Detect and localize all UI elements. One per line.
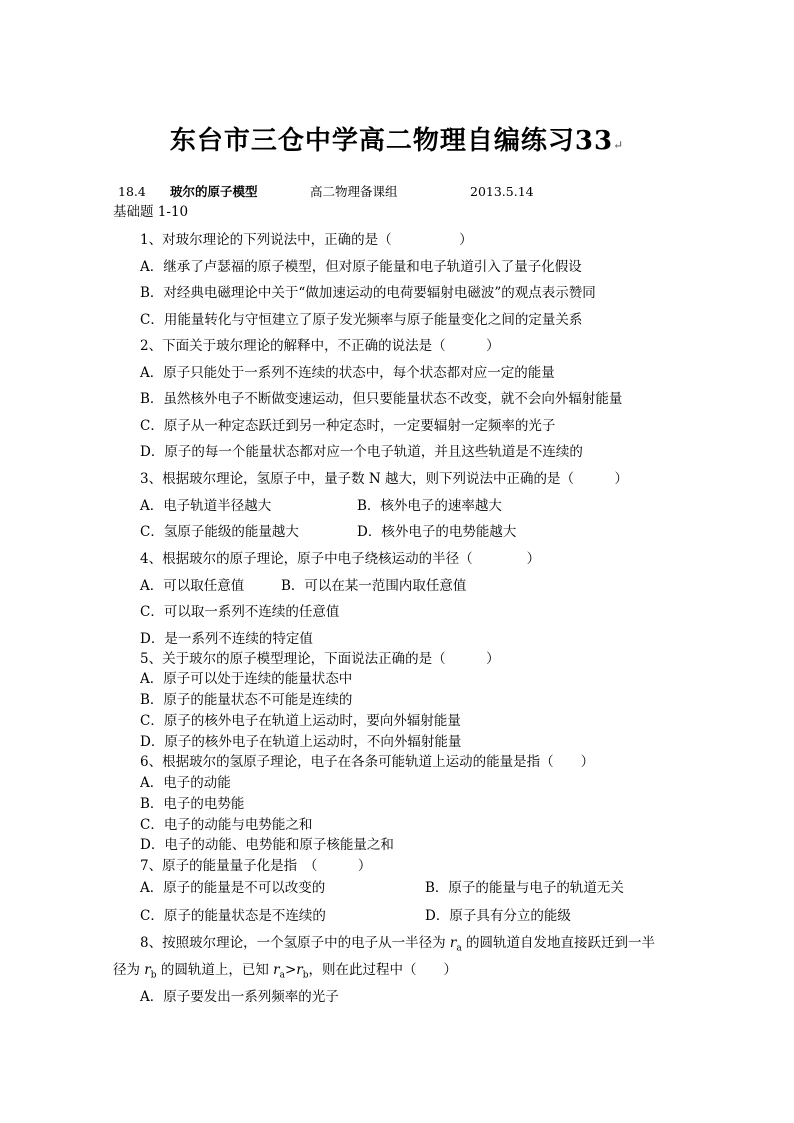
- cmp-ra-symbol: r: [273, 962, 280, 978]
- q5-option-d: D．原子的核外电子在轨道上运动时，不向外辐射能量: [140, 734, 462, 750]
- radius-a-symbol: r: [449, 935, 457, 951]
- greater-than-sign: >: [284, 962, 297, 978]
- q3-stem: 3、根据玻尔理论，氢原子中，量子数 N 越大，则下列说法中正确的是（ ）: [140, 471, 628, 487]
- q6-stem: 6、根据玻尔的氢原子理论，电子在各条可能轨道上运动的能量是指（ ）: [140, 754, 595, 770]
- basic-label: 基础题 1-10: [113, 204, 189, 220]
- q3-option-c: C．氢原子能级的能量越大: [140, 524, 299, 540]
- q3-option-a: A．电子轨道半径越大: [140, 498, 272, 514]
- q1-option-a: A．继承了卢瑟福的原子模型，但对原子能量和电子轨道引入了量子化假设: [140, 259, 582, 275]
- q8-text-1a: 8、按照玻尔理论，一个氢原子中的电子从一半径为: [140, 935, 450, 951]
- q8-stem-line2: [113, 961, 457, 985]
- q7-option-c: C．原子的能量状态是不连续的: [140, 908, 326, 924]
- radius-a: [449, 935, 462, 954]
- cmp-rb-subscript: b: [302, 970, 309, 981]
- radius-b-symbol: r: [144, 962, 151, 978]
- q8-text-2a: 径为: [113, 962, 145, 978]
- q7-option-a: A．原子的能量是不可以改变的: [140, 880, 326, 896]
- q5-option-a: A．原子可以处于连续的能量状态中: [140, 671, 353, 687]
- q1-option-c: C．用能量转化与守恒建立了原子发光频率与原子能量变化之间的定量关系: [140, 312, 583, 328]
- q7-option-b: B．原子的能量与电子的轨道无关: [425, 880, 624, 896]
- radius-a-subscript: a: [456, 943, 462, 954]
- q2-option-a: A．原子只能处于一系列不连续的状态中，每个状态都对应一定的能量: [140, 365, 555, 381]
- paragraph-return-mark: ↵: [613, 138, 625, 152]
- q8-text-2c: ，则在此过程中（ ）: [308, 962, 458, 978]
- q3-option-b: B．核外电子的速率越大: [357, 498, 502, 514]
- q3-option-d: D．核外电子的电势能越大: [357, 524, 517, 540]
- header-group: 高二物理备课组: [310, 184, 398, 199]
- q4-stem: 4、根据玻尔的原子理论，原子中电子绕核运动的半径（ ）: [140, 551, 541, 567]
- q7-option-d: D．原子具有分立的能级: [425, 908, 571, 924]
- q4-option-d: D．是一系列不连续的特定值: [140, 631, 313, 647]
- q2-option-c: C．原子从一种定态跃迁到另一种定态时，一定要辐射一定频率的光子: [140, 418, 556, 434]
- cmp-ra-subscript: a: [279, 970, 285, 981]
- q4-option-a: A．可以取任意值: [140, 578, 245, 594]
- q8-text-1b: 的圆轨道自发地直接跃迁到一半: [461, 935, 656, 951]
- q1-stem: 1、对玻尔理论的下列说法中，正确的是（ ）: [140, 232, 473, 248]
- q2-option-d: D．原子的每一个能量状态都对应一个电子轨道，并且这些轨道是不连续的: [140, 444, 583, 460]
- page-title: [0, 120, 794, 157]
- q8-stem-line1: [140, 934, 655, 958]
- q7-stem: 7、原子的能量量子化是指 （ ）: [140, 858, 372, 874]
- q5-stem: 5、关于玻尔的原子模型理论，下面说法正确的是（ ）: [140, 651, 500, 667]
- q4-option-b: B．可以在某一范围内取任意值: [281, 578, 467, 594]
- title-text: 东台市三仓中学高二物理自编练习33: [169, 126, 614, 156]
- q2-option-b: B．虽然核外电子不断做变速运动，但只要能量状态不改变，就不会向外辐射能量: [140, 391, 623, 407]
- cmp-rb-symbol: r: [296, 962, 303, 978]
- q5-option-b: B．原子的能量状态不可能是连续的: [140, 692, 353, 708]
- q6-option-a: A．电子的动能: [140, 775, 231, 791]
- q1-option-b: B．对经典电磁理论中关于“做加速运动的电荷要辐射电磁波”的观点表示赞同: [140, 285, 596, 301]
- header-date: 2013.5.14: [470, 184, 534, 199]
- radius-b-subscript: b: [150, 970, 157, 981]
- q2-stem: 2、下面关于玻尔理论的解释中，不正确的说法是（ ）: [140, 338, 500, 354]
- radius-b: [144, 962, 157, 981]
- header-section: 18.4: [118, 184, 146, 199]
- header-line: [118, 183, 678, 201]
- q6-option-d: D．电子的动能、电势能和原子核能量之和: [140, 837, 394, 853]
- q5-option-c: C．原子的核外电子在轨道上运动时，要向外辐射能量: [140, 713, 461, 729]
- q4-option-c: C．可以取一系列不连续的任意值: [140, 604, 340, 620]
- radius-comparison: [273, 962, 309, 981]
- q8-option-a: A．原子要发出一系列频率的光子: [140, 989, 339, 1005]
- q6-option-b: B．电子的电势能: [140, 796, 245, 812]
- header-topic: 玻尔的原子模型: [170, 184, 258, 199]
- q8-text-2b: 的圆轨道上，已知: [156, 962, 274, 978]
- q6-option-c: C．电子的动能与电势能之和: [140, 817, 313, 833]
